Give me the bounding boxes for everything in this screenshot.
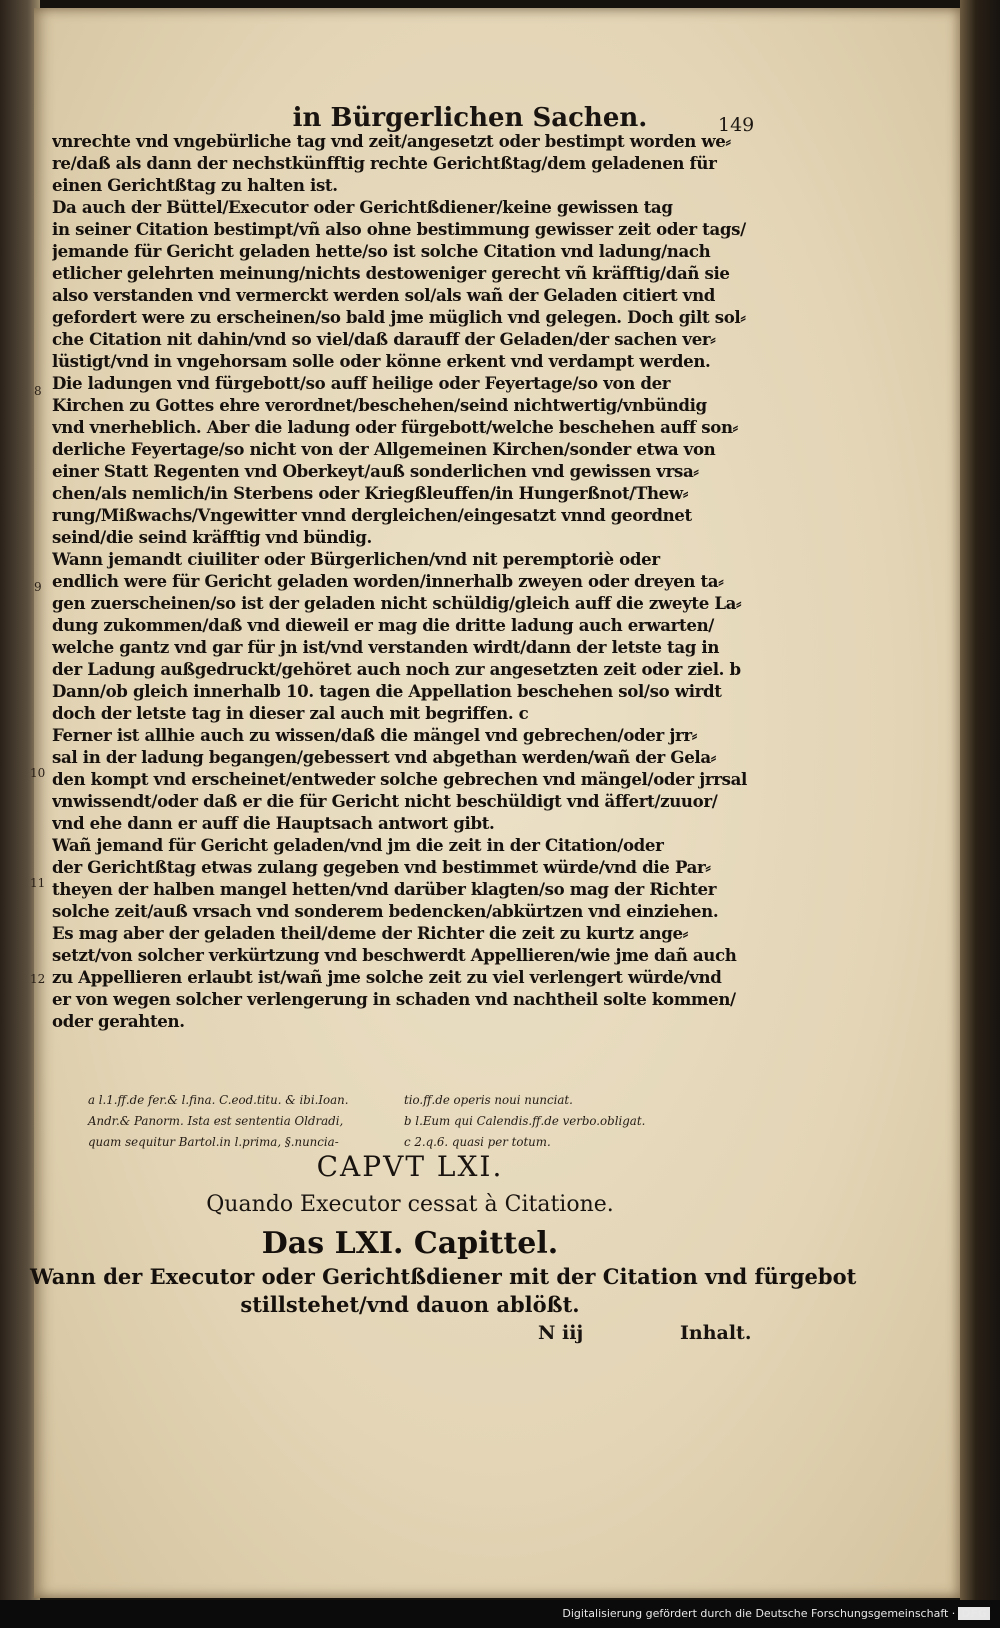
chapter-heading-german: Das LXI. Capittel.	[261, 1226, 559, 1261]
body-line: einer Statt Regenten vnd Oberkeyt/auß sonderlichen vnd gewissen vrsa⸗	[52, 461, 699, 481]
body-line: derliche Feyertage/so nicht von der Allgemeinen Kirchen/sonder etwa von	[52, 439, 716, 459]
body-line: re/daß als dann der nechstkünfftig rechte Gerichtßtag/dem geladenen für	[52, 153, 717, 173]
body-line: chen/als nemlich/in Sterbens oder Kriegßleuffen/in Hungerßnot/Thew⸗	[52, 483, 688, 503]
body-line: jemande für Gericht geladen hette/so ist solche Citation vnd ladung/nach	[52, 241, 711, 261]
footer-bar	[0, 1600, 1000, 1628]
body-line: Es mag aber der geladen theil/deme der Richter die zeit zu kurtz ange⸗	[52, 923, 688, 943]
body-line: rung/Mißwachs/Vngewitter vnnd dergleichen/eingesatzt vnnd geordnet	[52, 505, 692, 525]
footnote-line: quam sequitur Bartol.in l.prima, §.nuncia-	[88, 1135, 339, 1149]
body-line: solche zeit/auß vrsach vnd sonderem bedencken/abkürtzen vnd einziehen.	[52, 901, 719, 921]
body-line: vnd ehe dann er auff die Hauptsach antwort gibt.	[52, 813, 495, 833]
footer-credit	[562, 1607, 990, 1620]
footnote-line: b l.Eum qui Calendis.ff.de verbo.obligat.	[404, 1114, 646, 1128]
body-line: in seiner Citation bestimpt/vñ also ohne bestimmung gewisser zeit oder tags/	[52, 219, 746, 239]
chapter-title-latin: Quando Executor cessat à Citatione.	[206, 1192, 614, 1217]
body-line: Ferner ist allhie auch zu wissen/daß die mängel vnd gebrechen/oder jrr⸗	[52, 725, 697, 745]
body-line: Wañ jemand für Gericht geladen/vnd jm die zeit in der Citation/oder	[52, 835, 664, 855]
margin-number: 12	[30, 972, 46, 986]
margin-number: 9	[34, 580, 42, 594]
body-line: vnwissendt/oder daß er die für Gericht nicht beschüldigt vnd äffert/zuuor/	[52, 791, 718, 811]
body-line: che Citation nit dahin/vnd so viel/daß darauff der Geladen/der sachen ver⸗	[52, 329, 716, 349]
signature-mark: N iij	[538, 1322, 584, 1344]
body-line: vnrechte vnd vngebürliche tag vnd zeit/angesetzt oder bestimpt worden we⸗	[52, 131, 731, 151]
body-line: dung zukommen/daß vnd dieweil er mag die dritte ladung auch erwarten/	[52, 615, 715, 635]
page-number: 149	[718, 114, 755, 136]
margin-number: 10	[30, 766, 46, 780]
body-line: Kirchen zu Gottes ehre verordnet/beschehen/seind nichtwertig/vnbündig	[52, 395, 707, 415]
body-line: endlich were für Gericht geladen worden/innerhalb zweyen oder dreyen ta⸗	[52, 571, 724, 591]
body-line: doch der letste tag in dieser zal auch mit begriffen. c	[52, 703, 529, 723]
footnote-line: Andr.& Panorm. Ista est sententia Oldradi,	[88, 1114, 344, 1128]
body-line: Wann jemandt ciuiliter oder Bürgerlichen/vnd nit peremptoriè oder	[52, 549, 660, 569]
chapter-number-latin: CAPVT LXI.	[316, 1150, 504, 1183]
chapter-title-german-line-2: stillstehet/vnd dauon ablößt.	[240, 1292, 580, 1317]
margin-number: 11	[30, 876, 46, 890]
body-line: welche gantz vnd gar für jn ist/vnd verstanden wirdt/dann der letste tag in	[52, 637, 720, 657]
footnote-line: c 2.q.6. quasi per totum.	[404, 1135, 551, 1149]
book-edge	[960, 0, 1000, 1600]
footnotes-left	[88, 1090, 349, 1153]
body-line: gefordert were zu erscheinen/so bald jme müglich vnd gelegen. Doch gilt sol⸗	[52, 307, 746, 327]
body-line: vnd vnerheblich. Aber die ladung oder fürgebott/welche beschehen auff son⸗	[52, 417, 738, 437]
body-line: setzt/von solcher verkürtzung vnd beschwerdt Appellieren/wie jme dañ auch	[52, 945, 737, 965]
body-line: etlicher gelehrten meinung/nichts destoweniger gerecht vñ kräfftig/dañ sie	[52, 263, 730, 283]
chapter-title-german-line-1: Wann der Executor oder Gerichtßdiener mit der Citation vnd fürgebot	[30, 1264, 857, 1289]
footnotes-right	[404, 1090, 645, 1153]
body-line: er von wegen solcher verlengerung in schaden vnd nachtheil solte kommen/	[52, 989, 736, 1009]
margin-number: 8	[34, 384, 42, 398]
body-line: theyen der halben mangel hetten/vnd darüber klagten/so mag der Richter	[52, 879, 717, 899]
body-line: der Ladung außgedruckt/gehöret auch noch zur angesetzten zeit oder ziel. b	[52, 659, 741, 679]
footer-credit-text: Digitalisierung gefördert durch die Deutsche Forschungsgemeinschaft ·	[562, 1607, 956, 1620]
body-line: gen zuerscheinen/so ist der geladen nicht schüldig/gleich auff die zweyte La⸗	[52, 593, 742, 613]
footnote-line: a l.1.ff.de fer.& l.fina. C.eod.titu. & ibi.Ioan.	[88, 1093, 349, 1107]
body-line: Da auch der Büttel/Executor oder Gerichtßdiener/keine gewissen tag	[52, 197, 673, 217]
body-line: einen Gerichtßtag zu halten ist.	[52, 175, 338, 195]
running-head: in Bürgerlichen Sachen.	[292, 103, 648, 133]
body-text	[52, 130, 764, 1032]
body-line: den kompt vnd erscheinet/entweder solche gebrechen vnd mängel/oder jrrsal	[52, 769, 747, 789]
body-line: Dann/ob gleich innerhalb 10. tagen die Appellation beschehen sol/so wirdt	[52, 681, 722, 701]
body-line: der Gerichtßtag etwas zulang gegeben vnd bestimmet würde/vnd die Par⸗	[52, 857, 711, 877]
footnote-line: tio.ff.de operis noui nunciat.	[404, 1093, 573, 1107]
catchword: Inhalt.	[680, 1322, 752, 1344]
body-line: Die ladungen vnd fürgebott/so auff heilige oder Feyertage/so von der	[52, 373, 671, 393]
body-line: oder gerahten.	[52, 1011, 185, 1031]
body-line: sal in der ladung begangen/gebessert vnd abgethan werden/wañ der Gela⸗	[52, 747, 716, 767]
body-line: zu Appellieren erlaubt ist/wañ jme solche zeit zu viel verlengert würde/vnd	[52, 967, 722, 987]
dfg-logo: DFG	[958, 1607, 990, 1620]
body-line: seind/die seind kräfftig vnd bündig.	[52, 527, 372, 547]
body-line: also verstanden vnd vermerckt werden sol/als wañ der Geladen citiert vnd	[52, 285, 716, 305]
body-line: lüstigt/vnd in vngehorsam solle oder könne erkent vnd verdampt werden.	[52, 351, 711, 371]
